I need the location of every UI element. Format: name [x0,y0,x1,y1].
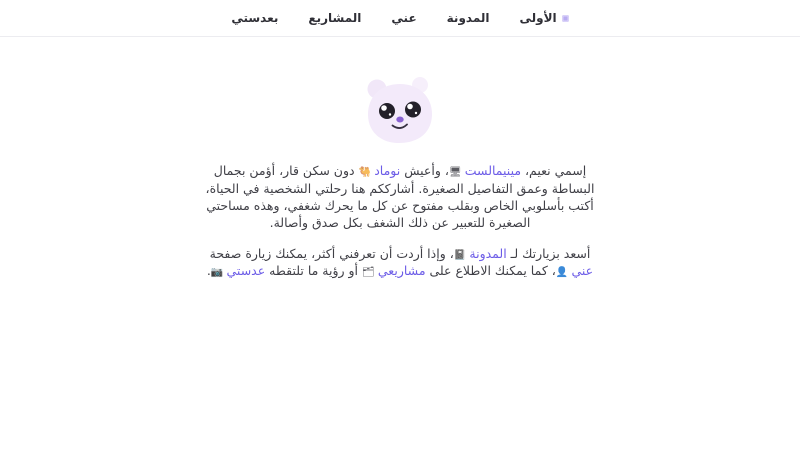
nav-item-projects-label: المشاريع [308,11,362,25]
nav-list [231,12,568,24]
intro-text-1: إسمي نعيم، [521,163,587,178]
nav-item-photography[interactable] [231,12,278,24]
lens-link[interactable]: عدستي [226,263,266,279]
computer-emoji: 🖥 [448,167,465,178]
person-emoji: 👤 [555,267,572,279]
home-icon [562,15,569,22]
minimalist-link[interactable]: مينيمالست [464,163,522,178]
nomad-link[interactable]: نوماد [374,163,401,178]
intro-paragraph [204,162,596,232]
blog-link[interactable]: المدونة [469,245,507,261]
nav-item-about-label: عني [391,11,417,25]
about-link[interactable]: عني [571,263,594,279]
nav-item-blog-label: المدونة [446,11,490,25]
nav-item-about[interactable] [391,12,416,24]
camera-emoji: 📷 [210,267,227,279]
nav-item-photography-label: بعدستي [231,11,279,25]
cta-paragraph [204,245,596,281]
bear-mascot-svg [360,75,440,147]
camel-emoji: 🐫 [358,167,375,178]
notebook-emoji: 📓 [453,249,470,261]
nav-item-home-label: الأولى [519,11,557,25]
projects-link[interactable]: مشاريعي [377,263,426,279]
intro-text-3: دون سكن قار، أؤمن بجمال البساطة وعمق التفاصيل الصغيرة. أشارككم هنا رحلتي الشخصية في الحياة، أكتب بأسلوبي الخاص وبقلب مفتوح عن كل ما يحرك شغفي، وهذه مساحتي الصغيرة للتعبير عن ذلك الشغف بكل صدق وأصالة. [205,163,595,231]
intro-section [204,162,596,280]
nav-item-home[interactable] [520,12,569,24]
cta-text-1: أسعد بزيارتك لـ [506,245,591,261]
cta-text-5: . [206,263,211,279]
nav-item-blog[interactable] [447,12,490,24]
cta-text-3: ، كما يمكنك الاطلاع على [425,263,556,279]
cta-text-2: ، وإذا أردت أن تعرفني أكثر، يمكنك زيارة صفحة [209,245,454,261]
mascot-illustration [0,75,800,147]
nav-item-projects[interactable] [308,12,361,24]
folder-emoji: 🗂 [362,267,378,279]
top-navbar [0,0,800,37]
intro-text-2: ، وأعيش [400,163,449,178]
cta-text-4: أو رؤية ما تلتقطه [265,263,363,279]
